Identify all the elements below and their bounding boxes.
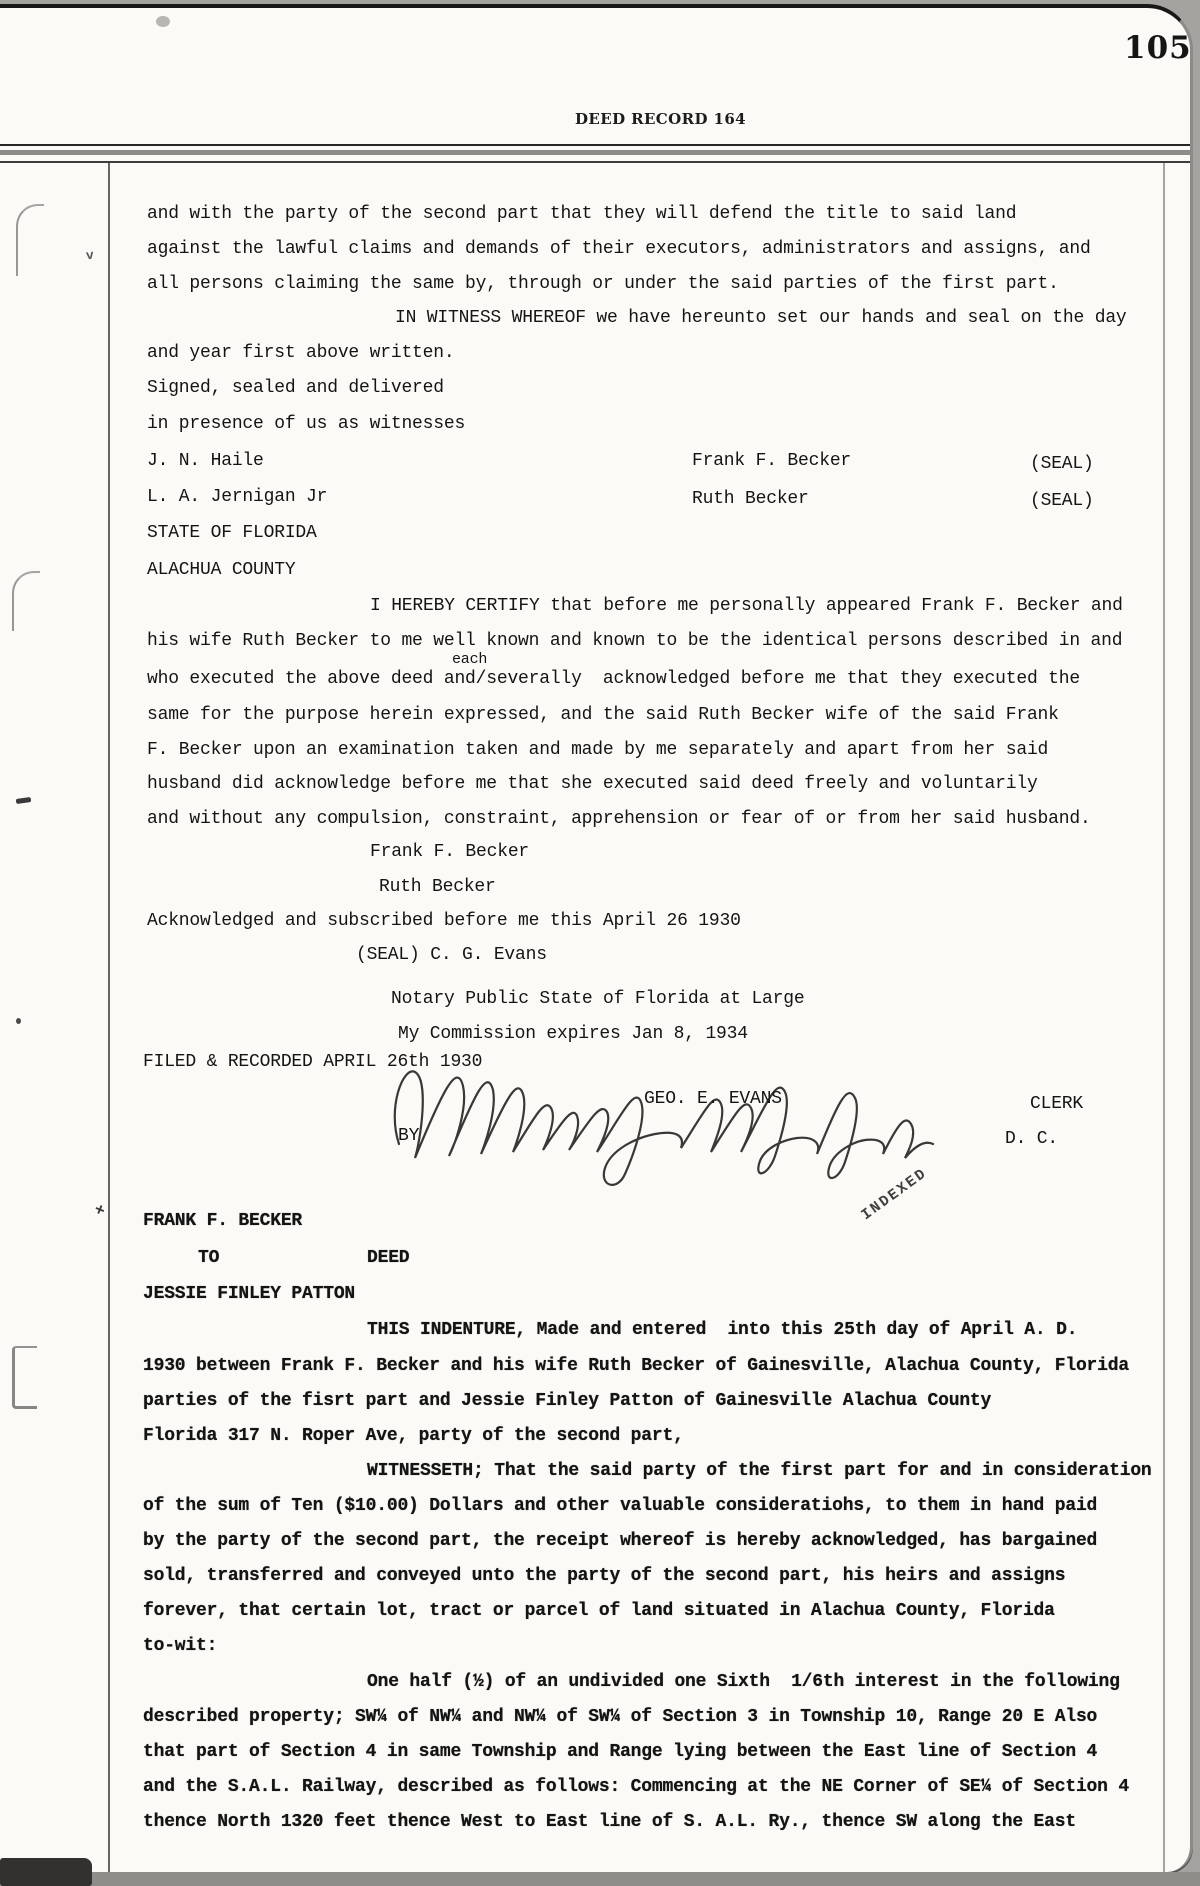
text-line: THIS INDENTURE, Made and entered into this 25th day of April A. D. [367,1320,1078,1340]
text-line: GEO. E. EVANS [644,1089,782,1109]
text-line: Ruth Becker [692,489,809,509]
text-line: I HEREBY CERTIFY that before me personally appeared Frank F. Becker and [370,596,1123,616]
text-line: FRANK F. BECKER [143,1211,303,1231]
text-line: and year first above written. [147,343,455,363]
header-rule-top [0,144,1190,146]
text-line: WITNESSETH; That the said party of the first part for and in consideration [367,1461,1152,1481]
text-line: FILED & RECORDED APRIL 26th 1930 [143,1052,483,1072]
text-line: 1930 between Frank F. Becker and his wife Ruth Becker of Gainesville, Alachua County, Florida [143,1356,1129,1376]
scan-smudge [156,16,170,27]
text-line: BY [398,1126,420,1146]
text-line: thence North 1320 feet thence West to East line of S. A.L. Ry., thence SW along the East [143,1812,1076,1832]
text-line: (SEAL) [1030,454,1094,474]
header-rule-middle [0,150,1190,155]
text-line: ALACHUA COUNTY [147,560,296,580]
text-line: IN WITNESS WHEREOF we have hereunto set our hands and seal on the day [395,308,1127,328]
text-line: J. N. Haile [147,451,264,471]
margin-dash-mark [16,797,32,804]
text-line: who executed the above deed and/severally acknowledged before me that they executed the [147,669,1080,689]
text-line: F. Becker upon an examination taken and made by me separately and apart from her said [147,740,1049,760]
text-line: forever, that certain lot, tract or parcel of land situated in Alachua County, Florida [143,1601,1055,1621]
text-line: STATE OF FLORIDA [147,523,317,543]
text-line: against the lawful claims and demands of their executors, administrators and assigns, and [147,239,1091,259]
text-line: D. C. [1005,1129,1059,1149]
text-line: (SEAL) C. G. Evans [356,945,547,965]
margin-bracket-mark [16,204,44,276]
scan-bottom-corner-shadow [0,1858,92,1886]
indexed-stamp: INDEXED [858,1164,931,1225]
text-line: each [452,651,488,668]
text-line: JESSIE FINLEY PATTON [143,1284,356,1304]
text-line: by the party of the second part, the receipt whereof is hereby acknowledged, has bargained [143,1531,1098,1551]
margin-bracket-mark [12,1346,37,1409]
right-margin-line [1163,163,1165,1872]
text-line: CLERK [1030,1094,1084,1114]
margin-bracket-mark [12,571,40,631]
text-line: parties of the fisrt part and Jessie Finley Patton of Gainesville Alachua County [143,1391,992,1411]
text-line: of the sum of Ten ($10.00) Dollars and other valuable consideratiohs, to them in hand paid [143,1496,1098,1516]
text-line: described property; SW¼ of NW¼ and NW¼ of SW¼ of Section 3 in Township 10, Range 20 E Also [143,1707,1098,1727]
text-line: TO [198,1248,220,1268]
text-line: Notary Public State of Florida at Large [391,989,805,1009]
text-line: sold, transferred and conveyed unto the party of the second part, his heirs and assigns [143,1566,1066,1586]
left-margin-line [108,163,110,1872]
text-line: DEED [367,1248,410,1268]
text-line: Frank F. Becker [370,842,530,862]
text-line: (SEAL) [1030,491,1094,511]
text-line: One half (½) of an undivided one Sixth 1/6th interest in the following [367,1672,1120,1692]
text-line: and without any compulsion, constraint, apprehension or fear of or from her said husband. [147,809,1091,829]
text-line: that part of Section 4 in same Township and Range lying between the East line of Section 4 [143,1742,1098,1762]
text-line: and with the party of the second part that they will defend the title to said land [147,204,1017,224]
text-line: Signed, sealed and delivered [147,378,444,398]
clerk-signature [385,1046,945,1186]
text-line: and the S.A.L. Railway, described as follows: Commencing at the NE Corner of SE¼ of Section 4 [143,1777,1129,1797]
page-number: 105 [1124,30,1192,66]
text-line: all persons claiming the same by, through or under the said parties of the first part. [147,274,1059,294]
margin-check-mark: v [85,247,95,264]
margin-dot-mark [16,1018,21,1024]
text-line: same for the purpose herein expressed, and the said Ruth Becker wife of the said Frank [147,705,1059,725]
text-line: My Commission expires Jan 8, 1934 [398,1024,748,1044]
text-line: Ruth Becker [379,877,496,897]
text-line: in presence of us as witnesses [147,414,466,434]
text-line: Frank F. Becker [692,451,852,471]
deed-page [0,4,1193,1872]
text-line: to-wit: [143,1636,218,1656]
text-line: his wife Ruth Becker to me well known and known to be the identical persons described in and [147,631,1123,651]
text-line: L. A. Jernigan Jr [147,487,328,507]
text-line: husband did acknowledge before me that she executed said deed freely and voluntarily [147,774,1038,794]
text-line: Acknowledged and subscribed before me this April 26 1930 [147,911,741,931]
scan-bottom-edge [0,1872,1200,1886]
text-line: Florida 317 N. Roper Ave, party of the second part, [143,1426,684,1446]
margin-cross-mark: + [90,1200,108,1223]
header-rule-bottom [0,161,1190,163]
page-title: DEED RECORD 164 [575,110,747,128]
